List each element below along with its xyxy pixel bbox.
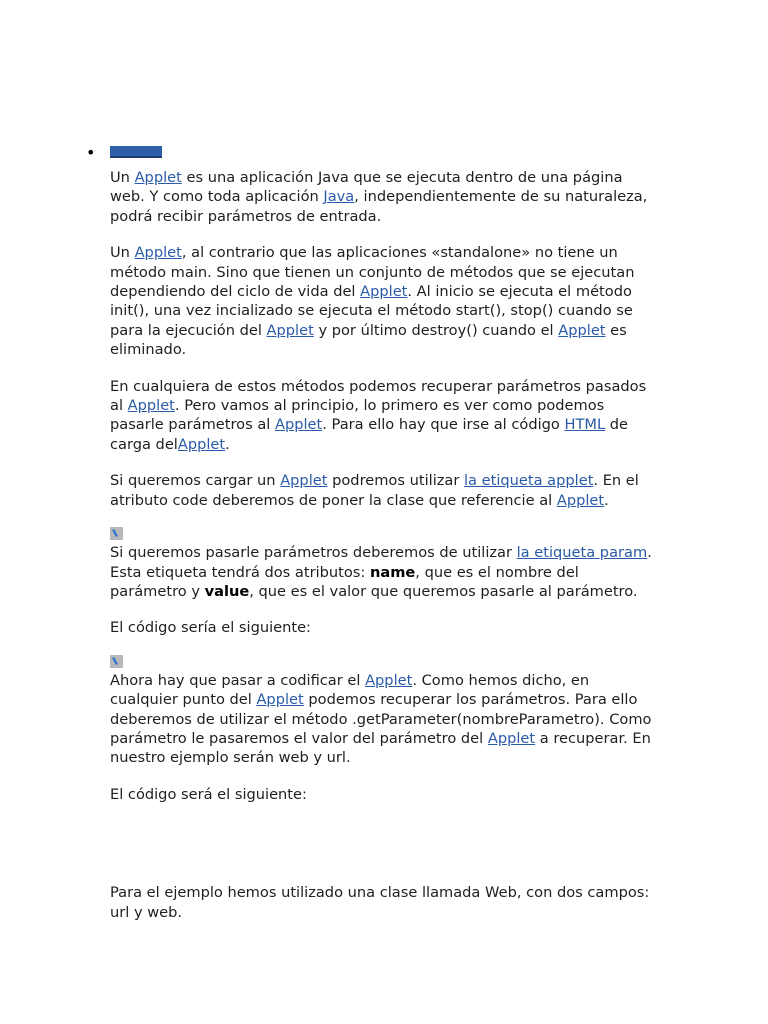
applet-link[interactable]: Applet [127,397,175,415]
html-link[interactable]: HTML [564,416,606,434]
text: . [604,491,609,509]
applet-link[interactable]: Applet [177,435,226,453]
paragraph-parameters [110,377,660,455]
bullet-marker: • [86,143,96,162]
text: podemos recuperar los parámetros. Para ello deberemos de utilizar el método .getParameter(nombreParametro). Como parámetro le pasaremos el valor del parámetro del [110,691,652,747]
text: es una aplicación Java que se ejecuta dentro de una página web. Y como toda aplicación [110,169,623,206]
param-tag-link[interactable]: la etiqueta param [516,544,648,562]
text: Un [110,169,135,186]
text: y por último destroy() cuando el [313,321,559,339]
text: , al contrario que las aplicaciones «standalone» no tiene un método main. Sino que tienen un conjunto de métodos que se ejecutan dependiendo del ciclo de vida del [110,244,635,301]
paragraph-param-tag [110,543,660,601]
article-body [110,168,660,939]
applet-link[interactable]: Applet [360,283,408,301]
applet-link[interactable]: Applet [266,321,314,339]
applet-tag-link[interactable]: la etiqueta applet [464,472,594,490]
bold-value: value [204,582,250,600]
java-link[interactable]: Java [323,188,355,206]
text: , independientemente de su naturaleza, podrá recibir parámetros de entrada. [110,188,648,225]
text: Si queremos pasarle parámetros deberemos de utilizar [110,544,517,562]
paragraph-code-intro-2: El código será el siguiente: [110,785,307,803]
text: es eliminado. [110,321,627,359]
paragraph-intro [110,168,660,226]
text: , que es el valor que queremos pasarle al parámetro. [249,582,638,600]
applet-link[interactable]: Applet [487,729,536,747]
text: Si queremos cargar un [110,472,281,490]
paragraph-lifecycle [110,243,660,359]
code-image-placeholder-icon [110,527,123,540]
applet-link[interactable]: Applet [365,671,413,689]
applet-link[interactable]: Applet [558,321,606,339]
text: . [225,435,230,453]
paragraph-code-intro: El código sería el siguiente: [110,619,311,637]
paragraph-web-class: Para el ejemplo hemos utilizado una clase llamada Web, con dos campos: url y web. [110,884,650,921]
text: . En el atributo code deberemos de poner la clase que referencie al [110,472,639,509]
header-image [110,146,162,158]
text: de carga del [110,416,628,453]
applet-link[interactable]: Applet [556,491,605,509]
text: Un [110,244,135,262]
paragraph-applet-tag [110,471,660,510]
text: . Pero vamos al principio, lo primero es ver como podemos pasarle parámetros al [110,397,605,434]
text: . Al inicio se ejecuta el método init(), una vez incializado se ejecuta el método start(), stop() cuando se para la ejecución del [110,283,633,339]
applet-link[interactable]: Applet [134,244,182,262]
applet-link[interactable]: Applet [274,416,323,434]
applet-link[interactable]: Applet [280,472,328,490]
text: En cualquiera de estos métodos podemos recuperar parámetros pasados al [110,377,647,415]
code-block-spacer [110,821,660,883]
text: . Para ello hay que irse al código [322,416,565,434]
bold-name: name [369,563,416,581]
text: , que es el nombre del parámetro y [110,563,579,600]
text: . Esta etiqueta tendrá dos atributos: [110,544,652,581]
text: . Como hemos dicho, en cualquier punto del [110,671,590,709]
applet-link[interactable]: Applet [134,169,182,186]
code-image-placeholder-icon [110,655,123,668]
paragraph-getparameter [110,671,660,768]
text: Ahora hay que pasar a codificar el [110,671,366,689]
text: podremos utilizar [327,472,464,490]
applet-link[interactable]: Applet [256,691,304,709]
text: a recuperar. En nuestro ejemplo serán web y url. [110,729,651,767]
